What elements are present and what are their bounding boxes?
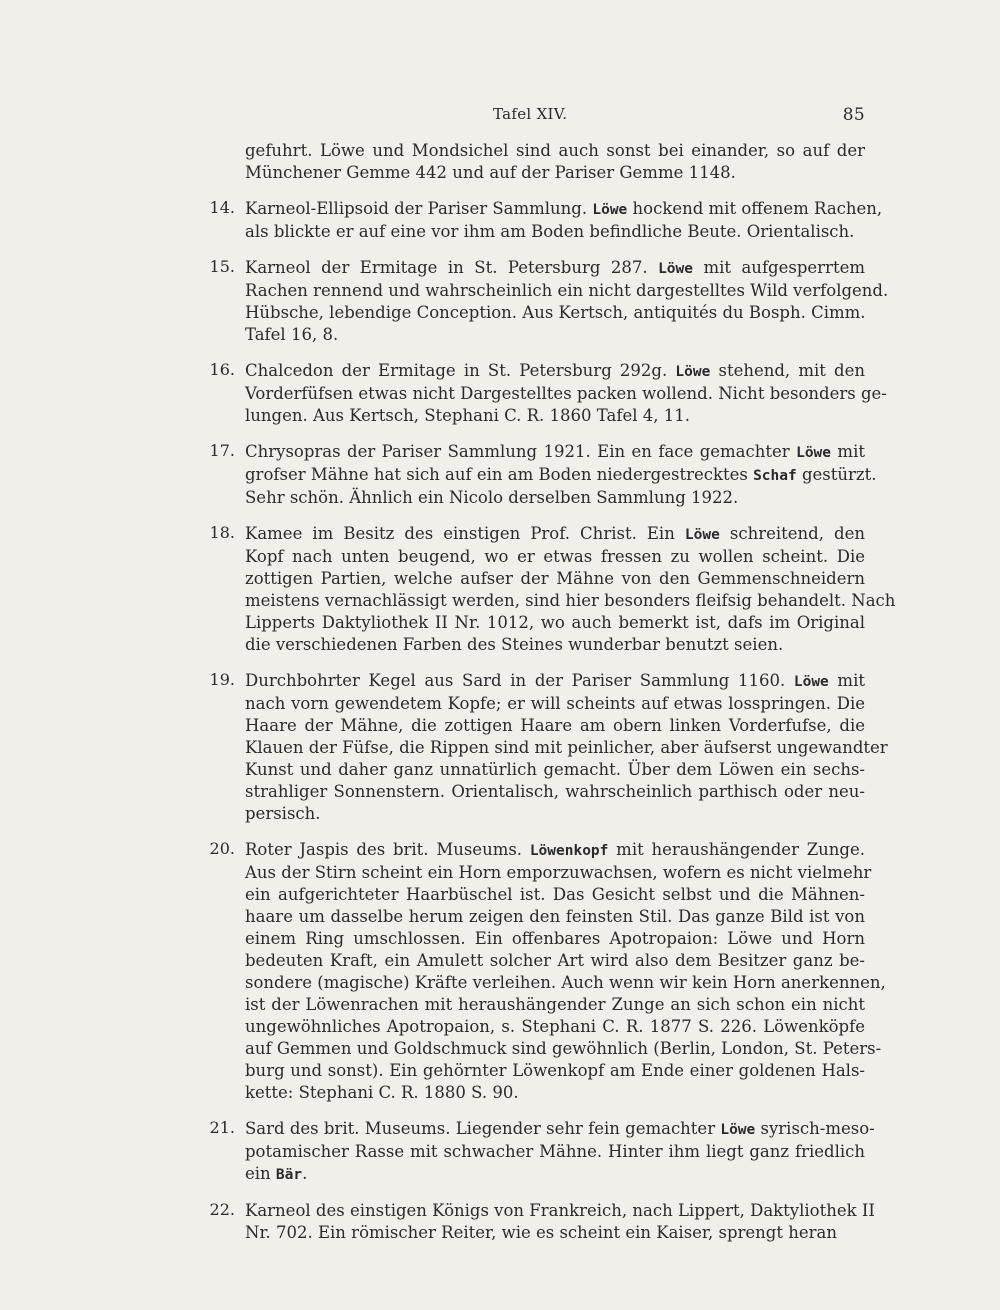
text-run: haare um dasselbe herum zeigen den feinsten Stil. Das ganze Bild ist von — [245, 907, 865, 926]
text-run: mit aufgesperrtem — [693, 258, 865, 277]
text-run: sondere (magische) Kräfte verleihen. Auch wenn wir kein Horn anerkennen, — [245, 973, 886, 992]
text-line — [245, 280, 889, 302]
text-line — [245, 162, 865, 184]
catalog-entry — [200, 1118, 875, 1186]
subject-keyword: Löwe — [684, 527, 720, 543]
text-run: Nr. 702. Ein römischer Reiter, wie es scheint ein Kaiser, sprengt heran — [245, 1223, 837, 1242]
entry-number: 14. — [209, 198, 235, 217]
catalog-entry — [200, 523, 896, 656]
entry-number: 16. — [209, 360, 235, 379]
text-run: Sehr schön. Ähnlich ein Nicolo derselben Sammlung 1922. — [245, 488, 739, 507]
text-line — [245, 803, 865, 825]
text-run: ein — [245, 1164, 276, 1183]
text-run: Aus der Stirn scheint ein Horn emporzuwachsen, wofern es nicht vielmehr — [245, 863, 872, 882]
running-header — [245, 105, 865, 129]
text-line — [245, 1082, 865, 1104]
subject-keyword: Löwenkopf — [529, 843, 609, 859]
text-line — [245, 781, 865, 803]
text-run: mit heraushängender Zunge. — [608, 840, 866, 859]
catalog-entry — [200, 360, 887, 427]
text-line — [245, 464, 877, 487]
text-run: meistens vernachlässigt werden, sind hier besonders fleifsig behandelt. Nach — [245, 591, 896, 610]
text-line — [245, 1163, 865, 1186]
text-run: ungewöhnliches Apotropaion, s. Stephani C. R. 1877 S. 226. Löwenköpfe — [245, 1017, 865, 1036]
text-line — [245, 1200, 875, 1222]
text-run: Hübsche, lebendige Conception. Aus Kertsch, antiquités du Bosph. Cimm. — [245, 303, 866, 322]
text-line — [245, 612, 865, 634]
page-body — [200, 140, 896, 1258]
text-run: Karneol des einstigen Königs von Frankreich, nach Lippert, Daktyliothek II — [245, 1201, 875, 1220]
text-line — [245, 441, 865, 464]
text-run: Sard des brit. Museums. Liegender sehr fein gemachter — [245, 1119, 721, 1138]
text-line — [245, 1016, 865, 1038]
text-run: Durchbohrter Kegel aus Sard in der Pariser Sammlung 1160. — [245, 671, 794, 690]
text-line — [245, 140, 865, 162]
entry-number: 15. — [209, 257, 235, 276]
text-run: zottigen Partien, welche aufser der Mähne von den Gemmenschneidern — [245, 569, 865, 588]
text-run: Vorderfüfsen etwas nicht Dargestelltes packen wollend. Nicht besonders ge- — [245, 384, 887, 403]
subject-keyword: Löwe — [720, 1122, 756, 1138]
text-run: auf Gemmen und Goldschmuck sind gewöhnlich (Berlin, London, St. Peters- — [245, 1039, 882, 1058]
entry-number: 17. — [209, 441, 235, 460]
text-line — [245, 302, 865, 324]
catalog-entry — [200, 198, 883, 243]
subject-keyword: Löwe — [793, 674, 829, 690]
entry-number: 19. — [209, 670, 235, 689]
text-run: ist der Löwenrachen mit heraushängender Zunge an sich schon ein nicht — [245, 995, 865, 1014]
text-line — [245, 693, 865, 715]
plate-title: Tafel XIV. — [493, 105, 568, 123]
text-run: gefuhrt. Löwe und Mondsichel sind auch sonst bei einander, so auf der — [245, 141, 865, 160]
catalog-entry — [200, 441, 877, 509]
text-line — [245, 839, 865, 862]
text-run: Chalcedon der Ermitage in St. Petersburg 292g. — [245, 361, 676, 380]
text-line — [245, 759, 865, 781]
text-line — [245, 884, 865, 906]
entry-number: 20. — [209, 839, 235, 858]
text-run: Karneol der Ermitage in St. Petersburg 287. — [245, 258, 659, 277]
text-line — [245, 906, 865, 928]
text-line — [245, 324, 865, 346]
text-line — [245, 1038, 882, 1060]
text-run: nach vorn gewendetem Kopfe; er will scheints auf etwas losspringen. Die — [245, 694, 865, 713]
entry-number: 22. — [209, 1200, 235, 1219]
text-line — [245, 670, 865, 693]
text-line — [245, 994, 865, 1016]
text-run: bedeuten Kraft, ein Amulett solcher Art wird also dem Besitzer ganz be- — [245, 951, 865, 970]
subject-keyword: Löwe — [592, 202, 628, 218]
page-number: 85 — [842, 105, 865, 125]
text-line — [245, 568, 865, 590]
text-run: Chrysopras der Pariser Sammlung 1921. Ein en face gemachter — [245, 442, 797, 461]
text-line — [245, 634, 865, 656]
text-run: Haare der Mähne, die zottigen Haare am obern linken Vorderfufse, die — [245, 716, 865, 735]
text-run: strahliger Sonnenstern. Orientalisch, wahrscheinlich parthisch oder neu- — [245, 782, 865, 801]
text-line — [245, 487, 865, 509]
text-run: als blickte er auf eine vor ihm am Boden befindliche Beute. Orientalisch. — [245, 222, 855, 241]
entry-number: 18. — [209, 523, 235, 542]
text-run: Roter Jaspis des brit. Museums. — [245, 840, 530, 859]
text-run: Karneol-Ellipsoid der Pariser Sammlung. — [245, 199, 593, 218]
subject-keyword: Löwe — [658, 261, 693, 277]
text-run: Kamee im Besitz des einstigen Prof. Christ. Ein — [245, 524, 685, 543]
text-run: persisch. — [245, 804, 321, 823]
text-run: ein aufgerichteter Haarbüschel ist. Das Gesicht selbst und die Mähnen- — [245, 885, 865, 904]
text-line — [245, 523, 865, 546]
text-line — [245, 405, 865, 427]
text-run: potamischer Rasse mit schwacher Mähne. Hinter ihm liegt ganz friedlich — [245, 1142, 865, 1161]
catalog-entry — [200, 670, 888, 825]
text-run: burg und sonst). Ein gehörnter Löwenkopf am Ende einer goldenen Hals- — [245, 1061, 865, 1080]
text-line — [245, 1222, 865, 1244]
text-run: kette: Stephani C. R. 1880 S. 90. — [245, 1083, 519, 1102]
text-line — [245, 928, 865, 950]
text-run: stehend, mit den — [710, 361, 865, 380]
subject-keyword: Bär — [275, 1167, 303, 1183]
text-line — [245, 862, 872, 884]
text-line — [245, 1118, 875, 1141]
text-line — [245, 546, 865, 568]
text-run: Lipperts Daktyliothek II Nr. 1012, wo auch bemerkt ist, dafs im Original — [245, 613, 865, 632]
text-line — [245, 221, 865, 243]
text-line — [245, 737, 888, 759]
text-line — [245, 198, 883, 221]
text-line — [245, 950, 865, 972]
text-line — [245, 972, 886, 994]
entry-number: 21. — [209, 1118, 235, 1137]
text-run: Münchener Gemme 442 und auf der Pariser Gemme 1148. — [245, 163, 736, 182]
text-run: Kunst und daher ganz unnatürlich gemacht. Über dem Löwen ein sechs- — [245, 760, 865, 779]
text-run: Tafel 16, 8. — [245, 325, 339, 344]
text-run: grofser Mähne hat sich auf ein am Boden niedergestrecktes — [245, 465, 754, 484]
text-run: die verschiedenen Farben des Steines wunderbar benutzt seien. — [245, 635, 784, 654]
text-run: mit — [828, 671, 865, 690]
subject-keyword: Löwe — [675, 364, 711, 380]
text-line — [245, 715, 865, 737]
continued-paragraph — [200, 140, 865, 184]
text-run: Klauen der Füfse, die Rippen sind mit peinlicher, aber äufserst ungewandter — [245, 738, 888, 757]
text-line — [245, 360, 865, 383]
text-run: hockend mit offenem Rachen, — [627, 199, 883, 218]
subject-keyword: Löwe — [796, 445, 832, 461]
text-run: syrisch-meso- — [755, 1119, 875, 1138]
text-run: lungen. Aus Kertsch, Stephani C. R. 1860 Tafel 4, 11. — [245, 406, 690, 425]
text-line — [245, 383, 887, 405]
catalog-entry — [200, 1200, 875, 1244]
text-line — [245, 1141, 865, 1163]
text-run: gestürzt. — [796, 465, 877, 484]
subject-keyword: Schaf — [753, 468, 797, 484]
text-line — [245, 590, 896, 612]
text-run: mit — [831, 442, 865, 461]
text-run: Kopf nach unten beugend, wo er etwas fressen zu wollen scheint. Die — [245, 547, 865, 566]
text-run: schreitend, den — [719, 524, 865, 543]
text-line — [245, 257, 865, 280]
text-line — [245, 1060, 865, 1082]
catalog-entry — [200, 839, 886, 1104]
text-run: . — [302, 1164, 308, 1183]
catalog-entry — [200, 257, 889, 346]
text-run: einem Ring umschlossen. Ein offenbares Apotropaion: Löwe und Horn — [245, 929, 865, 948]
text-run: Rachen rennend und wahrscheinlich ein nicht dargestelltes Wild verfolgend. — [245, 281, 889, 300]
